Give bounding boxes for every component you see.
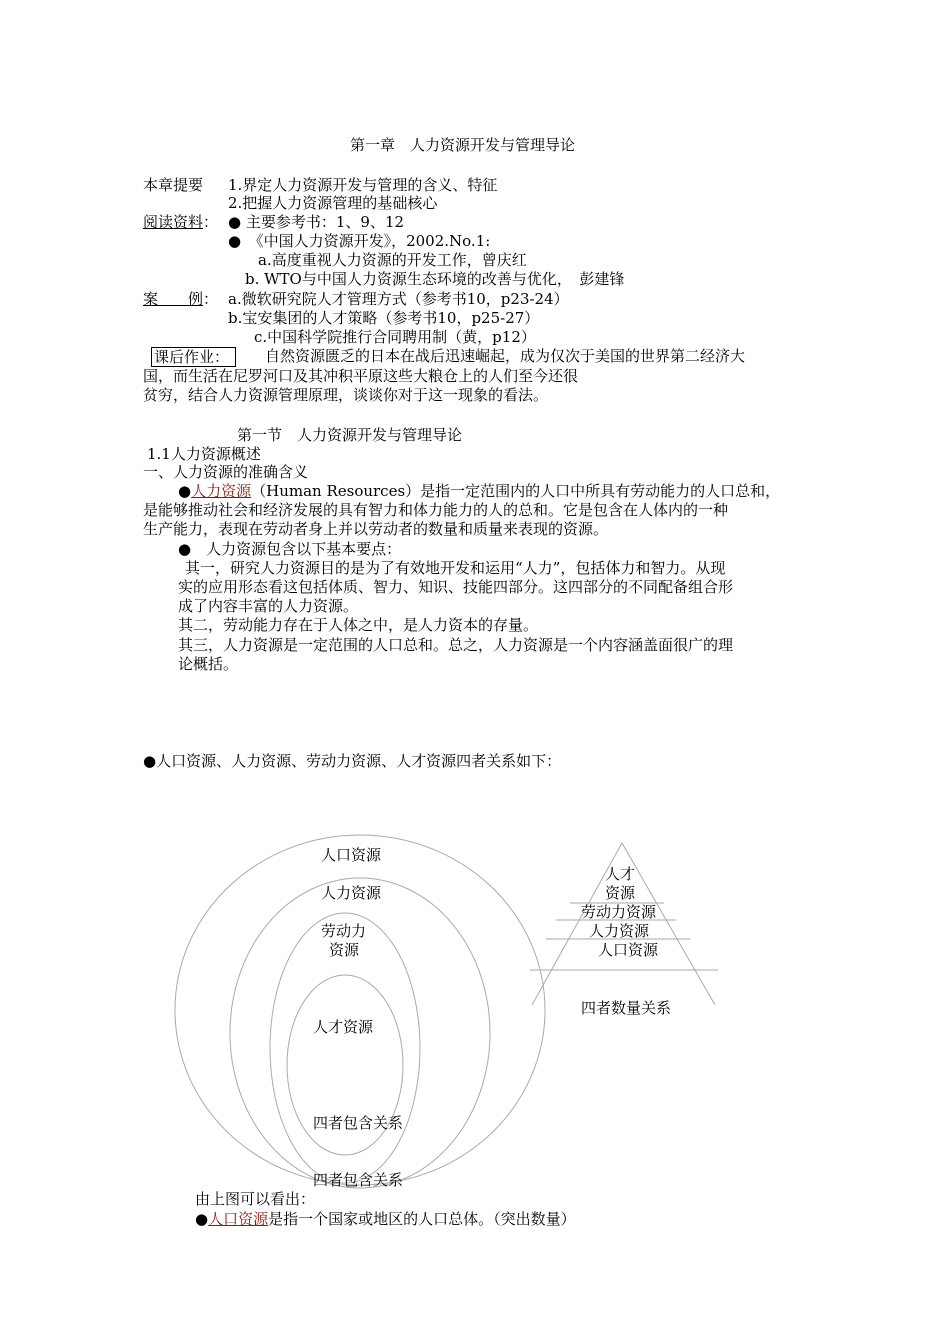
- cases-label: 案 例: [143, 290, 204, 308]
- definition-bullet: ●: [178, 482, 192, 500]
- definition-line-3: 生产能力，表现在劳动者身上并以劳动者的数量和质量来表现的资源。: [143, 520, 609, 538]
- point-2: 其二，劳动能力存在于人体之中，是人力资本的存量。: [178, 616, 539, 634]
- points-intro: ● 人力资源包含以下基本要点：: [178, 540, 402, 558]
- section-sub-2: 一、人力资源的准确含义: [143, 463, 309, 481]
- summary-item-2: 2.把握人力资源管理的基础核心: [228, 194, 438, 212]
- homework-line-2: 国，而生活在尼罗河口及其冲积平原这些大粮仓上的人们至今还很: [143, 367, 579, 385]
- ellipse-label-labor-1: 劳动力: [321, 922, 367, 940]
- point-1-line-3: 成了内容丰富的人力资源。: [178, 597, 359, 615]
- chapter-title: 第一章 人力资源开发与管理导论: [350, 136, 576, 154]
- summary-item-1: 1.界定人力资源开发与管理的含义、特征: [228, 176, 498, 194]
- pyramid-label-human: 人力资源: [589, 922, 650, 940]
- reading-colon: ：: [203, 213, 219, 231]
- point-1-line-2: 实的应用形态看这包括体质、智力、知识、技能四部分。这四部分的不同配备组合形: [178, 578, 734, 596]
- reading-sub-b: b. WTO与中国人力资源生态环境的改善与优化， 彭建锋: [245, 270, 625, 288]
- relation-intro: ●人口资源、人力资源、劳动力资源、人才资源四者关系如下：: [143, 752, 562, 770]
- ellipse-label-labor-2: 资源: [329, 941, 360, 959]
- pyramid-caption: 四者数量关系: [581, 999, 672, 1017]
- case-c: c.中国科学院推行合同聘用制（黄，p12）: [254, 328, 536, 346]
- ellipse-inner-caption: 四者包含关系: [313, 1114, 404, 1132]
- reading-sub-a: a.高度重视人力资源的开发工作，曾庆红: [258, 251, 527, 269]
- point-3-line-2: 论概括。: [178, 655, 239, 673]
- pyramid-label-talent-2: 资源: [605, 884, 636, 902]
- conclusion-bullet: ●: [195, 1210, 209, 1228]
- point-1-line-1: 其一，研究人力资源目的是为了有效地开发和运用“人力”，包括体力和智力。从现: [185, 559, 726, 577]
- ellipse-outer-caption: 四者包含关系: [313, 1171, 404, 1189]
- summary-label: 本章提要: [143, 176, 204, 194]
- case-b: b.宝安集团的人才策略（参考书10，p25-27）: [228, 309, 540, 327]
- pyramid-label-population: 人口资源: [598, 941, 659, 959]
- ellipse-label-human: 人力资源: [321, 884, 382, 902]
- ellipse-label-talent: 人才资源: [313, 1018, 374, 1036]
- reading-bullet-1: ● 主要参考书：1、9、12: [228, 213, 405, 231]
- conclusion-intro: 由上图可以看出：: [195, 1190, 316, 1208]
- definition-line-1-rest: （Human Resources）是指一定范围内的人口中所具有劳动能力的人口总和，: [251, 482, 781, 500]
- case-a: a.微软研究院人才管理方式（参考书10，p23-24）: [228, 290, 569, 308]
- definition-term-link[interactable]: 人力资源: [191, 482, 252, 500]
- homework-line-3: 贫穷，结合人力资源管理原理，谈谈你对于这一现象的看法。: [143, 386, 549, 404]
- definition-line-2: 是能够推动社会和经济发展的具有智力和体力能力的人的总和。它是包含在人体内的一种: [143, 501, 729, 519]
- reading-label: 阅读资料: [143, 213, 204, 231]
- ellipse-label-population: 人口资源: [321, 846, 382, 864]
- section-sub-1: 1.1人力资源概述: [147, 445, 261, 463]
- point-3-line-1: 其三，人力资源是一定范围的人口总和。总之，人力资源是一个内容涵盖面很广的理: [178, 636, 734, 654]
- homework-label: 课后作业：: [151, 347, 236, 367]
- conclusion-rest: 是指一个国家或地区的人口总体。（突出数量）: [268, 1210, 576, 1228]
- reading-bullet-2: ● 《中国人力资源开发》，2002.No.1:: [228, 232, 491, 250]
- homework-line-1: 自然资源匮乏的日本在战后迅速崛起，成为仅次于美国的世界第二经济大: [265, 347, 746, 365]
- cases-colon: ：: [203, 290, 219, 308]
- conclusion-term-link[interactable]: 人口资源: [208, 1210, 269, 1228]
- pyramid-label-talent-1: 人才: [605, 865, 636, 883]
- pyramid-label-labor: 劳动力资源: [581, 903, 657, 921]
- conclusion-line: [195, 1210, 576, 1228]
- section-title: 第一节 人力资源开发与管理导论: [237, 426, 463, 444]
